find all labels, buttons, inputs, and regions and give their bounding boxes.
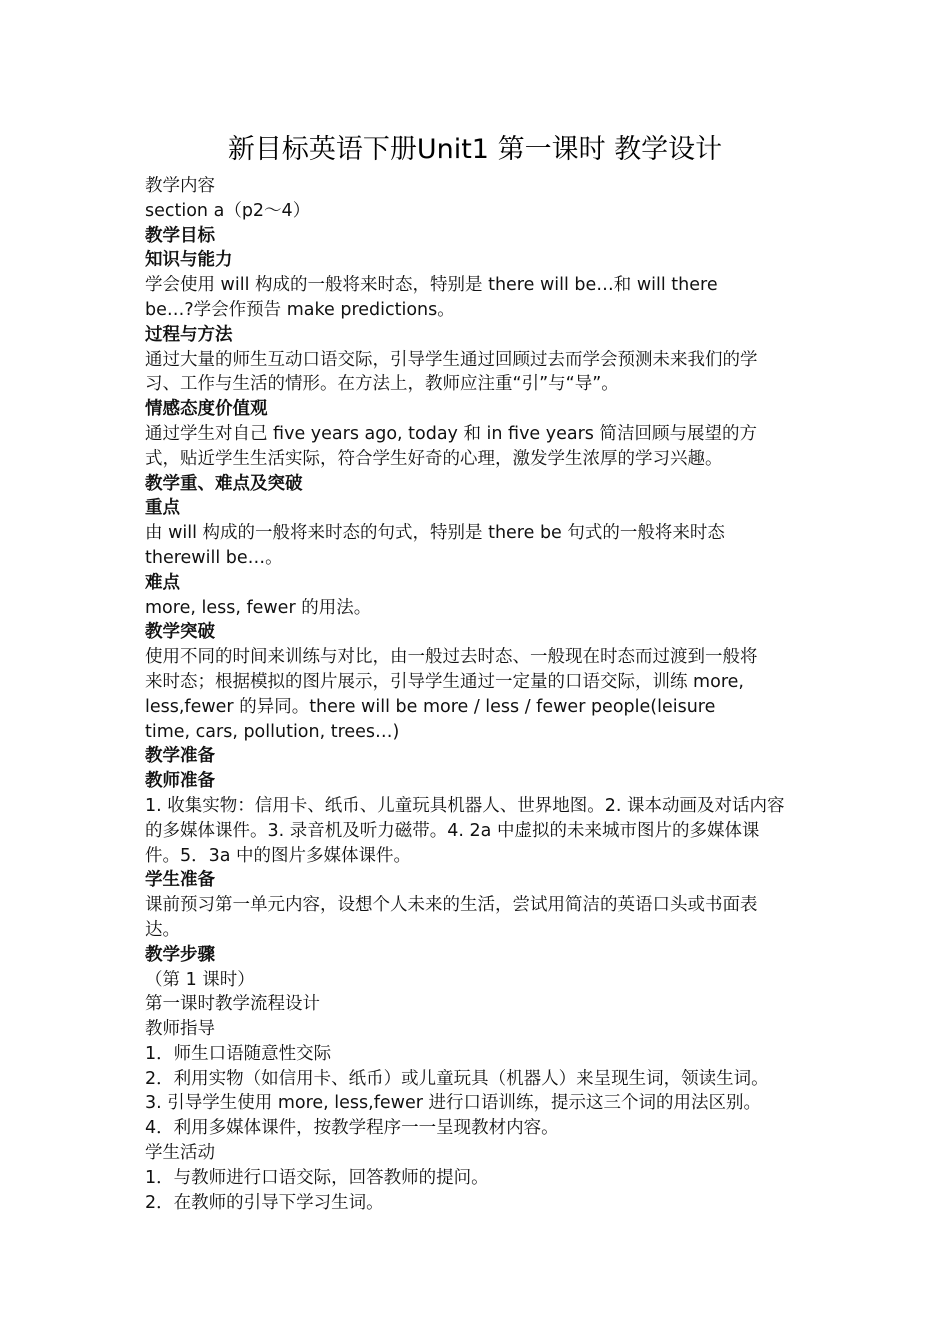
body-text-line: more, less, fewer 的用法。 (145, 597, 372, 618)
section-heading: 难点 (145, 572, 180, 593)
body-text-line: 1．师生口语随意性交际 (145, 1043, 332, 1064)
body-text-line: 1. 收集实物：信用卡、纸币、儿童玩具机器人、世界地图。2. 课本动画及对话内容 (145, 795, 785, 816)
section-heading: 教学重、难点及突破 (145, 473, 303, 494)
body-text-line: less,fewer 的异同。there will be more / less / fewer people(leisure (145, 696, 716, 717)
body-text-line: 通过学生对自己 five years ago, today 和 in five years 简洁回顾与展望的方 (145, 423, 757, 444)
section-heading: 教学步骤 (145, 944, 215, 965)
section-heading: 教学目标 (145, 225, 215, 246)
body-text-line: therewill be…。 (145, 547, 283, 568)
body-text-line: 通过大量的师生互动口语交际，引导学生通过回顾过去而学会预测未来我们的学 (145, 349, 758, 370)
body-text-line: 学生活动 (145, 1143, 215, 1164)
body-text-line: 达。 (145, 919, 180, 940)
section-heading: 重点 (145, 498, 180, 519)
section-heading: 情感态度价值观 (145, 399, 268, 420)
body-text-line: 来时态；根据模拟的图片展示，引导学生通过一定量的口语交际，训练 more, (145, 671, 744, 692)
section-heading: 学生准备 (145, 870, 215, 891)
body-text-line: 第一课时教学流程设计 (145, 994, 320, 1015)
body-text-line: 4．利用多媒体课件，按教学程序一一呈现教材内容。 (145, 1118, 559, 1139)
body-text-line: time, cars, pollution, trees…) (145, 721, 400, 742)
section-heading: 教师准备 (145, 771, 215, 792)
section-heading: 教学准备 (145, 746, 215, 767)
body-text-line: 学会使用 will 构成的一般将来时态，特别是 there will be…和 will there (145, 275, 718, 296)
body-text-line: 教师指导 (145, 1019, 215, 1040)
body-text-line: 式，贴近学生生活实际，符合学生好奇的心理，激发学生浓厚的学习兴趣。 (145, 448, 723, 469)
body-text-line: section a（p2～4） (145, 200, 311, 221)
body-text-line: 使用不同的时间来训练与对比，由一般过去时态、一般现在时态而过渡到一般将 (145, 647, 758, 668)
body-text-line: 1．与教师进行口语交际，回答教师的提问。 (145, 1167, 489, 1188)
body-text-line: 3. 引导学生使用 more, less,fewer 进行口语训练，提示这三个词的用法区别。 (145, 1093, 761, 1114)
document-title: 新目标英语下册Unit1 第一课时 教学设计 (227, 134, 723, 165)
body-text-line: 课前预习第一单元内容，设想个人未来的生活，尝试用简洁的英语口头或书面表 (145, 895, 758, 916)
body-text-line: 教学内容 (145, 176, 215, 196)
body-text-line: 的多媒体课件。3. 录音机及听力磁带。4. 2a 中虚拟的未来城市图片的多媒体课 (145, 820, 760, 841)
section-heading: 过程与方法 (145, 324, 233, 345)
body-text-line: 习、工作与生活的情形。在方法上，教师应注重“引”与“导”。 (145, 374, 619, 395)
body-text-line: （第 1 课时） (145, 969, 255, 990)
body-text-line: 2．在教师的引导下学习生词。 (145, 1192, 384, 1213)
section-heading: 知识与能力 (145, 250, 233, 271)
body-text-line: 2．利用实物（如信用卡、纸币）或儿童玩具（机器人）来呈现生词，领读生词。 (145, 1068, 769, 1089)
body-text-line: be…?学会作预告 make predictions。 (145, 299, 455, 320)
body-text-line: 由 will 构成的一般将来时态的句式，特别是 there be 句式的一般将来时态 (145, 523, 725, 544)
document-body (145, 174, 815, 1215)
section-heading: 教学突破 (145, 622, 215, 643)
body-text-line: 件。5．3a 中的图片多媒体课件。 (145, 845, 412, 866)
